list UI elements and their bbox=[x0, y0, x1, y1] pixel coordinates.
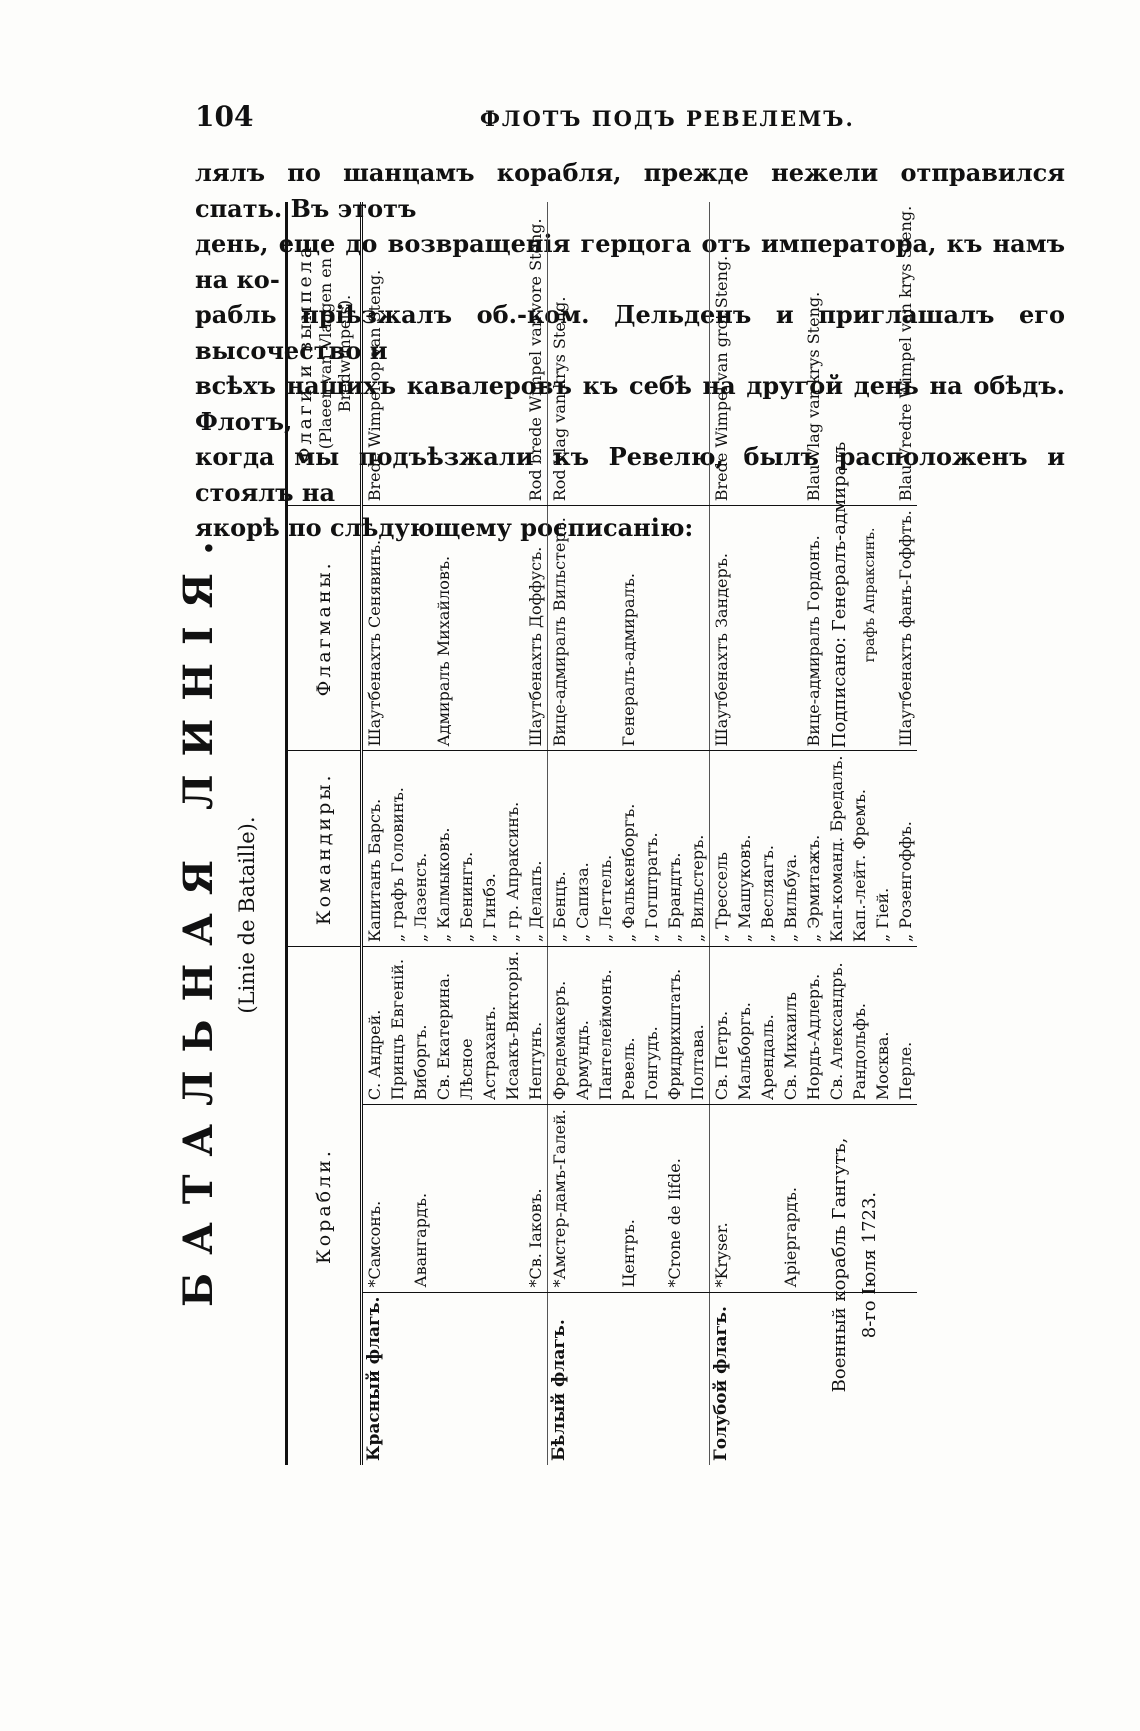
division-cell bbox=[571, 1105, 594, 1292]
intro-line: рабль пріѣзжалъ об.-ком. Дельденъ и приглашалъ его высочество и bbox=[195, 300, 1065, 365]
ship-cell: Арендаль. bbox=[756, 947, 779, 1105]
commander-cell: „ Машуковъ. bbox=[733, 751, 756, 947]
division-cell bbox=[640, 1105, 663, 1292]
flag-cell bbox=[524, 1292, 548, 1465]
flagman-cell bbox=[478, 506, 501, 751]
pennant-cell bbox=[640, 202, 663, 506]
intro-line: всѣхъ нашихъ кавалеровъ къ себѣ на другой день на обѣдъ. Флотъ, bbox=[195, 371, 1065, 436]
commander-cell: „ Вильстеръ. bbox=[686, 751, 710, 947]
table-subtitle: (Linie de Bataille). bbox=[235, 816, 259, 1014]
flag-cell bbox=[640, 1292, 663, 1465]
division-cell bbox=[686, 1105, 710, 1292]
intro-line: когда мы подъѣзжали къ Ревелю, былъ расположенъ и стоялъ на bbox=[195, 442, 1065, 507]
footer-right-line2: графъ Апраксинъ. bbox=[862, 527, 878, 663]
col-flags bbox=[287, 202, 362, 506]
ship-cell: Армундъ. bbox=[571, 947, 594, 1105]
flagman-cell: Вице-адмиралъ Гордонъ. bbox=[802, 506, 825, 751]
ship-cell: Св. Екатерина. bbox=[432, 947, 455, 1105]
division-cell bbox=[802, 1105, 825, 1292]
commander-cell: „ Фалькенборгъ. bbox=[617, 751, 640, 947]
division-cell bbox=[594, 1105, 617, 1292]
flag-cell bbox=[455, 1292, 478, 1465]
flag-cell bbox=[571, 1292, 594, 1465]
flag-cell: Бѣлый флагъ. bbox=[548, 1292, 572, 1465]
table-row bbox=[478, 202, 501, 1465]
flagman-cell bbox=[733, 506, 756, 751]
flag-cell bbox=[779, 1292, 802, 1465]
division-cell bbox=[455, 1105, 478, 1292]
ship-cell: Св. Михаилъ bbox=[779, 947, 802, 1105]
division-cell: *Св. Іаковъ. bbox=[524, 1105, 548, 1292]
table-row bbox=[802, 202, 825, 1465]
ship-cell: Нордъ-Адлеръ. bbox=[802, 947, 825, 1105]
table-row bbox=[779, 202, 802, 1465]
division-cell bbox=[501, 1105, 524, 1292]
commander-cell: „ Брандтъ. bbox=[663, 751, 686, 947]
pennant-cell: Brede Wimpel van grot Steng. bbox=[710, 202, 734, 506]
division-cell: *Самсонъ. bbox=[362, 1105, 387, 1292]
pennant-cell bbox=[571, 202, 594, 506]
table-row bbox=[617, 202, 640, 1465]
commander-cell: „ Сапиза. bbox=[571, 751, 594, 947]
table-row bbox=[733, 202, 756, 1465]
flag-cell bbox=[802, 1292, 825, 1465]
col-ships: Корабли. bbox=[287, 947, 362, 1465]
ship-cell: Фридрихштатъ. bbox=[663, 947, 686, 1105]
flagman-cell: Шаутбенахтъ Доффусъ. bbox=[524, 506, 548, 751]
ship-cell: Рандольфъ. bbox=[848, 947, 871, 1105]
table-row bbox=[386, 202, 409, 1465]
pennant-cell: Blau Vlag van krys Steng. bbox=[802, 202, 825, 506]
ship-cell: Нептунъ. bbox=[524, 947, 548, 1105]
table-row bbox=[501, 202, 524, 1465]
flag-cell bbox=[594, 1292, 617, 1465]
flagman-cell: Шаутбенахтъ фанъ-Гоффтъ. bbox=[894, 506, 917, 751]
division-cell bbox=[894, 1105, 917, 1292]
pennant-cell bbox=[594, 202, 617, 506]
footer-right-line1: Подписано: Генералъ-адмиралъ bbox=[829, 441, 850, 749]
flag-cell bbox=[617, 1292, 640, 1465]
footer-left-line2: 8-го Іюля 1723. bbox=[859, 1191, 880, 1339]
pennant-cell bbox=[686, 202, 710, 506]
flagman-cell bbox=[386, 506, 409, 751]
flagman-cell bbox=[455, 506, 478, 751]
table-row bbox=[640, 202, 663, 1465]
table-row bbox=[756, 202, 779, 1465]
flag-cell bbox=[501, 1292, 524, 1465]
pennant-cell bbox=[663, 202, 686, 506]
division-cell bbox=[386, 1105, 409, 1292]
ship-cell: Мальборгъ. bbox=[733, 947, 756, 1105]
running-title: ФЛОТЪ ПОДЪ РЕВЕЛЕМЪ. bbox=[480, 106, 855, 131]
commander-cell: „ Гогштратъ. bbox=[640, 751, 663, 947]
table-row bbox=[710, 202, 734, 1465]
col-flags-line1: Флаги и вымпела bbox=[294, 243, 316, 464]
ship-cell: Св. Петръ. bbox=[710, 947, 734, 1105]
pennant-cell bbox=[501, 202, 524, 506]
signature-block bbox=[825, 365, 885, 825]
flag-cell bbox=[894, 1292, 917, 1465]
table-row bbox=[548, 202, 572, 1465]
col-flagmen: Флагманы. bbox=[287, 506, 362, 751]
division-cell: *Kryser. bbox=[710, 1105, 734, 1292]
commander-cell: Капитанъ Барсъ. bbox=[362, 751, 387, 947]
flag-cell: Голубой флагъ. bbox=[710, 1292, 734, 1465]
table-row bbox=[362, 202, 387, 1465]
division-cell bbox=[478, 1105, 501, 1292]
ship-cell: Виборгъ. bbox=[409, 947, 432, 1105]
commander-cell: „ Вильбуа. bbox=[779, 751, 802, 947]
ship-cell: Принцъ Евгеній. bbox=[386, 947, 409, 1105]
pennant-cell bbox=[478, 202, 501, 506]
table-row bbox=[594, 202, 617, 1465]
pennant-cell: Rod Vlag van krys Steng. bbox=[548, 202, 572, 506]
flagman-cell bbox=[663, 506, 686, 751]
flagman-cell: Генералъ-адмиралъ. bbox=[617, 506, 640, 751]
division-cell bbox=[733, 1105, 756, 1292]
pennant-cell: Rod brede Wimpel van vore Steng. bbox=[524, 202, 548, 506]
flagman-cell bbox=[756, 506, 779, 751]
col-commanders: Командиры. bbox=[287, 751, 362, 947]
commander-cell: „ графъ Головинъ. bbox=[386, 751, 409, 947]
flag-cell bbox=[432, 1292, 455, 1465]
ship-cell: Фредемакеръ. bbox=[548, 947, 572, 1105]
table-row bbox=[663, 202, 686, 1465]
table-row bbox=[409, 202, 432, 1465]
commander-cell: „ Лазенсъ. bbox=[409, 751, 432, 947]
pennant-cell bbox=[455, 202, 478, 506]
ship-cell: Пантелеймонъ. bbox=[594, 947, 617, 1105]
flagman-cell bbox=[571, 506, 594, 751]
flag-cell bbox=[733, 1292, 756, 1465]
division-cell: Авангардъ. bbox=[409, 1105, 432, 1292]
flag-cell bbox=[663, 1292, 686, 1465]
pennant-cell bbox=[386, 202, 409, 506]
pennant-cell: Blau Vredre Wimpel van krys Steng. bbox=[894, 202, 917, 506]
flagman-cell: Вице-адмиралъ Вильстеръ. bbox=[548, 506, 572, 751]
division-cell: *Crone de Iifde. bbox=[663, 1105, 686, 1292]
commander-cell: „ Бенцъ. bbox=[548, 751, 572, 947]
table-row bbox=[524, 202, 548, 1465]
table-header-row bbox=[287, 202, 362, 1465]
table-row bbox=[455, 202, 478, 1465]
table-row bbox=[432, 202, 455, 1465]
ship-cell: С. Андрей. bbox=[362, 947, 387, 1105]
flagman-cell: Шаутбенахтъ Сенявинъ. bbox=[362, 506, 387, 751]
intro-line: день, еще до возвращенія герцога отъ императора, къ намъ на ко- bbox=[195, 229, 1065, 294]
division-cell: *Амстер-дамъ-Галей. bbox=[548, 1105, 572, 1292]
pennant-cell bbox=[779, 202, 802, 506]
division-cell bbox=[432, 1105, 455, 1292]
flagman-cell: Адмиралъ Михайловъ. bbox=[432, 506, 455, 751]
ship-cell: Москва. bbox=[871, 947, 894, 1105]
commander-cell: „ Весляагъ. bbox=[756, 751, 779, 947]
flag-cell bbox=[478, 1292, 501, 1465]
ship-cell: Перле. bbox=[894, 947, 917, 1105]
commander-cell: „ Гіей. bbox=[871, 751, 894, 947]
commander-cell: Кап.-лейт. Фремъ. bbox=[848, 751, 871, 947]
table-title: БАТАЛЬНАЯ ЛИНІЯ. bbox=[175, 523, 222, 1307]
col-flags-line2: (Plaeen van Vlaggen en Bredwimpels). bbox=[316, 257, 354, 450]
flagman-cell bbox=[409, 506, 432, 751]
commander-cell: Кап-команд. Бредалъ. bbox=[825, 751, 848, 947]
pennant-cell bbox=[733, 202, 756, 506]
commander-cell: „ Гинбэ. bbox=[478, 751, 501, 947]
flag-cell bbox=[409, 1292, 432, 1465]
table-row bbox=[686, 202, 710, 1465]
pennant-cell bbox=[409, 202, 432, 506]
table-row bbox=[894, 202, 917, 1465]
commander-cell: „ Трессель bbox=[710, 751, 734, 947]
flagman-cell bbox=[640, 506, 663, 751]
pennant-cell bbox=[617, 202, 640, 506]
ship-cell: Св. Александръ. bbox=[825, 947, 848, 1105]
commander-cell: „ Леттель. bbox=[594, 751, 617, 947]
signature-place bbox=[825, 1065, 885, 1465]
commander-cell: „ Делапъ. bbox=[524, 751, 548, 947]
pennant-cell bbox=[432, 202, 455, 506]
division-cell: Аріергардъ. bbox=[779, 1105, 802, 1292]
flagman-cell bbox=[779, 506, 802, 751]
division-cell: Центръ. bbox=[617, 1105, 640, 1292]
flagman-cell bbox=[594, 506, 617, 751]
ship-cell: Исаакъ-Викторія. bbox=[501, 947, 524, 1105]
commander-cell: „ Розенгоффъ. bbox=[894, 751, 917, 947]
commander-cell: „ Эрмитажъ. bbox=[802, 751, 825, 947]
flag-cell: Красный флагъ. bbox=[364, 1296, 384, 1461]
table-row bbox=[571, 202, 594, 1465]
flag-cell bbox=[756, 1292, 779, 1465]
flag-cell bbox=[386, 1292, 409, 1465]
intro-line: лялъ по шанцамъ корабля, прежде нежели отправился спать. Въ этотъ bbox=[195, 158, 1065, 223]
ship-cell: Ревель. bbox=[617, 947, 640, 1105]
flagman-cell bbox=[501, 506, 524, 751]
ship-cell: Лѣсное bbox=[455, 947, 478, 1105]
footer-left-line1: Военный корабль Гангутъ, bbox=[829, 1137, 850, 1393]
pennant-cell bbox=[756, 202, 779, 506]
page-number: 104 bbox=[195, 100, 254, 133]
ship-cell: Астраханъ. bbox=[478, 947, 501, 1105]
intro-line: якорѣ по слѣдующему росписанію: bbox=[195, 513, 694, 542]
ship-cell: Полтава. bbox=[686, 947, 710, 1105]
commander-cell: „ Бенингъ. bbox=[455, 751, 478, 947]
pennant-cell: Brede Wimpel op van Steng. bbox=[362, 202, 387, 506]
commander-cell: „ гр. Апраксинъ. bbox=[501, 751, 524, 947]
flagman-cell: Шаутбенахтъ Зандеръ. bbox=[710, 506, 734, 751]
flagman-cell bbox=[686, 506, 710, 751]
division-cell bbox=[756, 1105, 779, 1292]
flag-cell bbox=[686, 1292, 710, 1465]
commander-cell: „ Калмыковъ. bbox=[432, 751, 455, 947]
ship-cell: Гонгудъ. bbox=[640, 947, 663, 1105]
battle-line-table bbox=[285, 202, 917, 1465]
